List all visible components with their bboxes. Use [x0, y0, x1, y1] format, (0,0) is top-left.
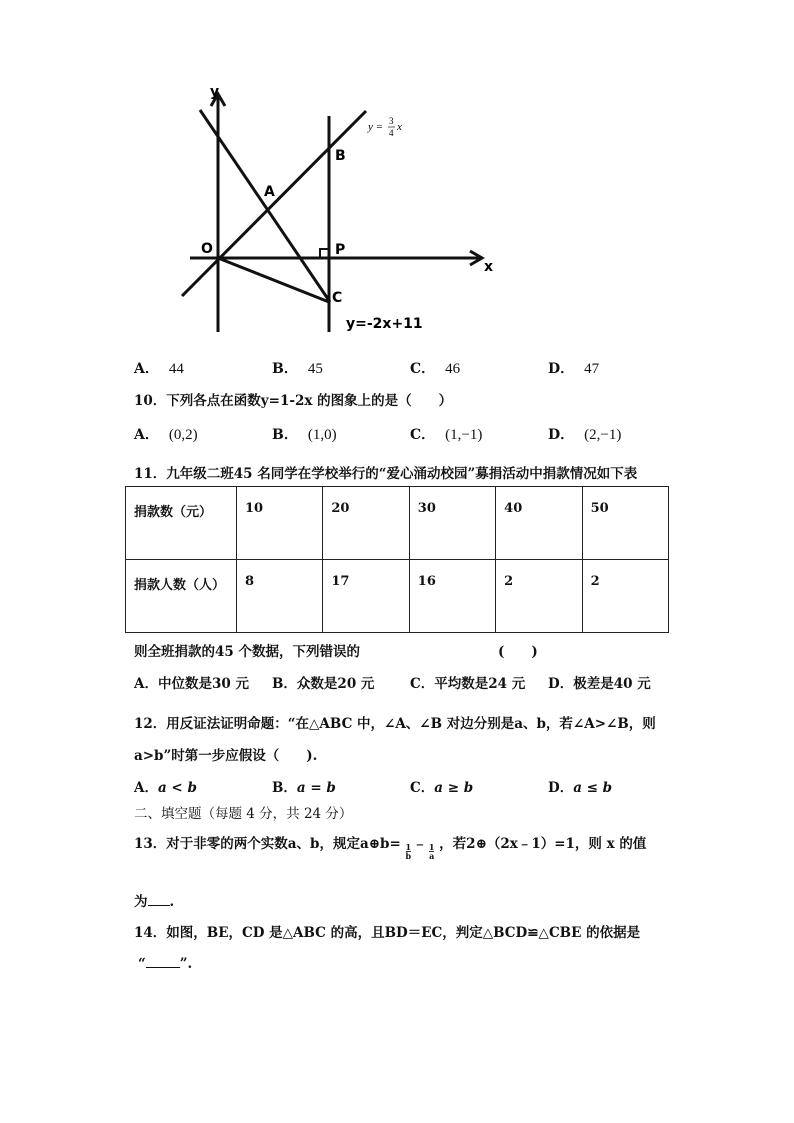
q14-open-quote: “	[138, 956, 146, 972]
donation-table	[125, 486, 669, 633]
table-cell: 2	[496, 560, 582, 633]
q9-option-d[interactable]	[548, 358, 599, 378]
q14-answer-blank[interactable]	[146, 955, 180, 968]
table-cell: 捐款数（元）	[126, 487, 237, 560]
line1-frac-num: 3	[389, 116, 394, 126]
point-b-label: B	[335, 148, 346, 164]
coordinate-graph	[170, 80, 530, 350]
q11-option-c[interactable]	[410, 672, 525, 692]
q12-stem-line2: a>b”时第一步应假设（ ).	[134, 748, 318, 764]
q10-option-a[interactable]	[134, 424, 198, 444]
option-text: 平均数是24 元	[434, 676, 526, 692]
option-text: a ≤ b	[573, 780, 613, 796]
option-letter: B．	[272, 361, 298, 377]
q11-answer-paren: ( )	[498, 644, 538, 660]
option-text: 44	[168, 361, 184, 377]
line-y-3-4-x	[182, 111, 366, 296]
point-p-label: P	[335, 242, 346, 258]
q13-minus: −	[415, 840, 425, 851]
table-cell: 20	[323, 487, 409, 560]
q12-option-c[interactable]	[410, 776, 473, 796]
table-cell: 8	[237, 560, 323, 633]
q13-stem-b: ，若2⊕（2x﹣1）=1，则 x 的值	[439, 836, 647, 852]
q13-frac2	[429, 843, 435, 860]
option-text: (2,−1)	[584, 427, 622, 443]
table-cell: 40	[496, 487, 582, 560]
option-text: 极差是40 元	[573, 676, 651, 692]
option-letter: B．	[272, 427, 298, 443]
option-letter: A．	[134, 427, 159, 443]
q14-stem: 14．如图，BE，CD 是△ABC 的高，且BD＝EC，判定△BCD≌△CBE 的依据是	[134, 925, 641, 941]
line1-frac-den: 4	[389, 128, 394, 138]
option-letter: B．	[272, 676, 297, 692]
table-cell: 2	[582, 560, 668, 633]
q10-stem: 10．下列各点在函数y=1-2x 的图象上的是（ ）	[134, 393, 453, 409]
frac-den: b	[405, 851, 412, 861]
x-axis-label: x	[484, 259, 494, 275]
segment-oc	[218, 258, 329, 302]
q13-line2-suffix: .	[169, 894, 175, 910]
origin-label: O	[201, 241, 213, 257]
table-cell: 50	[582, 487, 668, 560]
q10-option-d[interactable]	[548, 424, 621, 444]
q13-stem-a: 13．对于非零的两个实数a、b，规定a⊕b=	[134, 836, 401, 852]
option-text: 45	[307, 361, 323, 377]
q11-option-b[interactable]	[272, 672, 374, 692]
q12-option-d[interactable]	[548, 776, 612, 796]
option-letter: D．	[548, 676, 574, 692]
q11-stem: 11．九年级二班45 名同学在学校举行的“爱心涌动校园”募捐活动中捐款情况如下表	[134, 466, 638, 482]
table-row	[126, 487, 669, 560]
q12-option-b[interactable]	[272, 776, 336, 796]
table-cell: 30	[409, 487, 495, 560]
option-text: a = b	[296, 780, 336, 796]
option-letter: C．	[410, 676, 435, 692]
option-letter: C．	[410, 780, 435, 796]
option-text: 46	[445, 361, 461, 377]
table-cell: 16	[409, 560, 495, 633]
y-axis-label: y	[210, 84, 220, 100]
option-text: 47	[584, 361, 600, 377]
option-text: 中位数是30 元	[157, 676, 249, 692]
line1-label-suffix: x	[397, 121, 402, 133]
line1-label-prefix: y =	[368, 121, 384, 133]
table-cell: 10	[237, 487, 323, 560]
section-title: 二、填空题（每题 4 分，共 24 分）	[134, 806, 353, 822]
option-letter: A．	[134, 780, 158, 796]
q11-option-a[interactable]	[134, 672, 249, 692]
point-a-label: A	[264, 184, 275, 200]
option-letter: A．	[134, 676, 158, 692]
option-text: (0,2)	[168, 427, 198, 443]
option-text: a ≥ b	[434, 780, 474, 796]
frac-num: 1	[428, 842, 435, 852]
option-letter: A．	[134, 361, 159, 377]
option-letter: C．	[410, 427, 436, 443]
q10-option-c[interactable]	[410, 424, 482, 444]
option-letter: B．	[272, 780, 297, 796]
line2-label: y=-2x+11	[346, 316, 423, 332]
q13-stem	[134, 829, 646, 860]
q14-close-quote: ”.	[179, 956, 193, 972]
option-letter: D．	[548, 780, 574, 796]
option-letter: D．	[548, 427, 575, 443]
option-text: (1,−1)	[445, 427, 483, 443]
frac-den: a	[429, 851, 435, 861]
table-row	[126, 560, 669, 633]
q9-option-c[interactable]	[410, 358, 460, 378]
point-c-label: C	[332, 290, 343, 306]
q13-line2-prefix: 为	[134, 894, 148, 910]
option-text: 众数是20 元	[296, 676, 375, 692]
q13-answer-blank[interactable]	[148, 893, 170, 906]
option-text: a < b	[157, 780, 197, 796]
q9-option-b[interactable]	[272, 358, 323, 378]
q11-option-d[interactable]	[548, 672, 651, 692]
q10-option-b[interactable]	[272, 424, 337, 444]
q13-frac1	[406, 843, 412, 860]
option-letter: C．	[410, 361, 436, 377]
q12-option-a[interactable]	[134, 776, 197, 796]
q9-option-a[interactable]	[134, 358, 184, 378]
table-cell: 17	[323, 560, 409, 633]
q11-followup: 则全班捐款的45 个数据，下列错误的	[134, 644, 360, 660]
q12-stem-line1: 12．用反证法证明命题：“在△ABC 中，∠A、∠B 对边分别是a、b，若∠A>∠B，则	[134, 716, 656, 732]
option-letter: D．	[548, 361, 575, 377]
table-cell: 捐款人数（人）	[126, 560, 237, 633]
option-text: (1,0)	[307, 427, 337, 443]
q13-answer-line	[134, 890, 174, 910]
q14-answer-line	[138, 955, 192, 972]
frac-num: 1	[405, 842, 412, 852]
